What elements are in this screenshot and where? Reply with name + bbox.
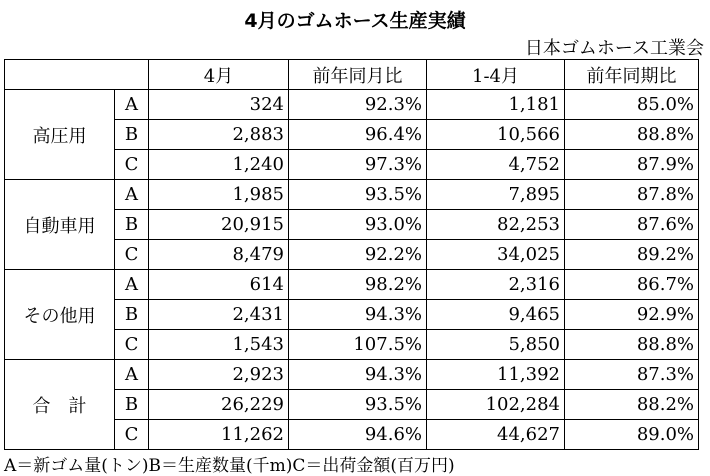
table-row (5, 180, 699, 210)
header-cell: 前年同月比 (289, 60, 427, 90)
group-label: 合 計 (5, 360, 115, 450)
ytd-yoy: 85.0% (565, 90, 699, 120)
ytd-yoy: 92.9% (565, 300, 699, 330)
month-yoy: 92.3% (289, 90, 427, 120)
footnote: A＝新ゴム量(トン)B＝生産数量(千m)C＝出荷金額(百万円) (4, 456, 455, 476)
header-row (5, 60, 699, 90)
row-letter: B (115, 300, 149, 330)
row-letter: A (115, 360, 149, 390)
ytd-value: 102,284 (427, 390, 565, 420)
ytd-value: 1,181 (427, 90, 565, 120)
month-value: 8,479 (149, 240, 289, 270)
ytd-value: 10,566 (427, 120, 565, 150)
ytd-value: 4,752 (427, 150, 565, 180)
month-yoy: 94.3% (289, 300, 427, 330)
month-yoy: 107.5% (289, 330, 427, 360)
month-yoy: 92.2% (289, 240, 427, 270)
month-value: 26,229 (149, 390, 289, 420)
table-row (5, 360, 699, 390)
ytd-yoy: 88.8% (565, 330, 699, 360)
month-value: 614 (149, 270, 289, 300)
month-value: 324 (149, 90, 289, 120)
month-value: 11,262 (149, 420, 289, 450)
month-yoy: 97.3% (289, 150, 427, 180)
row-letter: B (115, 210, 149, 240)
source-label: 日本ゴムホース工業会 (524, 38, 704, 59)
group-label: 高圧用 (5, 90, 115, 180)
header-cell (5, 60, 149, 90)
group-label: その他用 (5, 270, 115, 360)
row-letter: C (115, 420, 149, 450)
ytd-yoy: 87.8% (565, 180, 699, 210)
ytd-value: 44,627 (427, 420, 565, 450)
month-yoy: 93.5% (289, 390, 427, 420)
month-value: 1,543 (149, 330, 289, 360)
ytd-yoy: 86.7% (565, 270, 699, 300)
row-letter: C (115, 240, 149, 270)
ytd-value: 82,253 (427, 210, 565, 240)
ytd-yoy: 87.6% (565, 210, 699, 240)
month-value: 1,985 (149, 180, 289, 210)
ytd-value: 5,850 (427, 330, 565, 360)
month-value: 20,915 (149, 210, 289, 240)
production-table (4, 59, 699, 450)
row-letter: C (115, 150, 149, 180)
month-yoy: 93.5% (289, 180, 427, 210)
month-yoy: 98.2% (289, 270, 427, 300)
month-value: 2,431 (149, 300, 289, 330)
ytd-value: 9,465 (427, 300, 565, 330)
month-yoy: 94.6% (289, 420, 427, 450)
month-yoy: 94.3% (289, 360, 427, 390)
page-title: 4月のゴムホース生産実績 (244, 10, 466, 32)
table-row (5, 90, 699, 120)
table-row (5, 270, 699, 300)
ytd-value: 11,392 (427, 360, 565, 390)
header-cell: 1-4月 (427, 60, 565, 90)
month-value: 2,923 (149, 360, 289, 390)
ytd-yoy: 87.9% (565, 150, 699, 180)
group-label: 自動車用 (5, 180, 115, 270)
ytd-yoy: 88.2% (565, 390, 699, 420)
ytd-yoy: 89.0% (565, 420, 699, 450)
row-letter: A (115, 180, 149, 210)
month-yoy: 93.0% (289, 210, 427, 240)
header-cell: 前年同期比 (565, 60, 699, 90)
ytd-value: 34,025 (427, 240, 565, 270)
ytd-yoy: 89.2% (565, 240, 699, 270)
ytd-value: 7,895 (427, 180, 565, 210)
header-cell: 4月 (149, 60, 289, 90)
month-value: 2,883 (149, 120, 289, 150)
row-letter: B (115, 120, 149, 150)
month-yoy: 96.4% (289, 120, 427, 150)
row-letter: A (115, 90, 149, 120)
month-value: 1,240 (149, 150, 289, 180)
ytd-yoy: 87.3% (565, 360, 699, 390)
row-letter: A (115, 270, 149, 300)
ytd-value: 2,316 (427, 270, 565, 300)
ytd-yoy: 88.8% (565, 120, 699, 150)
row-letter: C (115, 330, 149, 360)
row-letter: B (115, 390, 149, 420)
